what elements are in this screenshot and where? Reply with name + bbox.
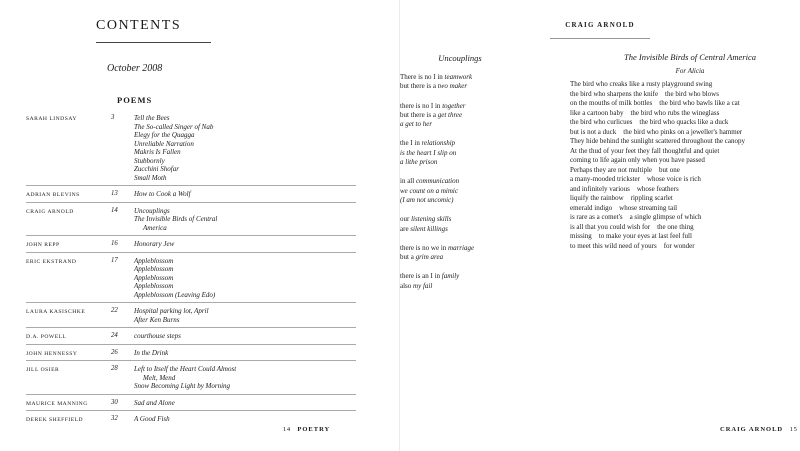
toc-poem-title: America <box>143 223 167 232</box>
toc-poem-title: Small Moth <box>134 173 167 182</box>
line-plain: our <box>400 215 412 224</box>
toc-author: LAURA KASISCHKE <box>26 309 86 315</box>
poem-line <box>400 102 520 111</box>
toc-poem-title: The So-called Singer of Nab <box>134 122 214 131</box>
toc-divider <box>26 202 356 203</box>
stanza <box>400 177 520 205</box>
poem-line: The bird who creaks like a rusty playground swing <box>570 80 713 88</box>
poem-line: Perhaps they are not multiple but one <box>570 165 680 174</box>
toc-titles <box>134 190 356 199</box>
line-italic: listening skills <box>411 215 452 224</box>
toc-author: ERIC EKSTRAND <box>26 258 77 265</box>
toc-page-number: 13 <box>111 190 118 197</box>
right-page-number: 15 <box>789 426 798 433</box>
toc-divider <box>26 360 356 361</box>
poem-line: on the mouths of milk bottles the bird who bawls like a cat <box>570 99 740 107</box>
right-folio <box>720 426 798 433</box>
toc-divider <box>26 185 356 186</box>
toc-page-number: 17 <box>111 256 118 264</box>
running-head: CRAIG ARNOLD <box>565 21 635 29</box>
issue-date: October 2008 <box>107 63 163 74</box>
toc-divider <box>26 344 356 345</box>
line-plain: there is an I in <box>400 272 442 281</box>
toc-entry <box>26 332 356 341</box>
poem-line <box>400 82 520 91</box>
toc-author: CRAIG ARNOLD <box>26 208 74 215</box>
toc-author: SARAH LINDSAY <box>26 116 77 122</box>
author-name-folio: CRAIG ARNOLD <box>720 426 784 433</box>
line-italic: family <box>441 272 460 281</box>
line-italic: a get to her <box>400 120 433 129</box>
poem-line <box>400 158 520 167</box>
poem-line: the bird who sharpens the knife the bird who blows <box>570 89 719 98</box>
toc-titles <box>134 349 356 358</box>
toc-titles <box>134 114 356 182</box>
poem-line: missing to make your eyes at last feel full <box>570 232 692 240</box>
line-italic: (I am not uncomic) <box>400 195 454 204</box>
toc-author: MAURICE MANNING <box>26 400 88 407</box>
poem-line <box>400 73 520 82</box>
poem-line: At the thud of your feet they fall thoughtful and quiet <box>570 146 720 155</box>
toc-author: JILL OSIER <box>26 367 60 373</box>
title-rule <box>96 42 211 43</box>
toc-poem-title: Appleblossom <box>134 273 174 282</box>
toc-poem-title: The Invisible Birds of Central <box>134 215 218 223</box>
toc-page-number: 30 <box>111 398 118 406</box>
toc-page-number: 24 <box>111 332 118 339</box>
line-plain: but there is a <box>400 110 438 119</box>
line-italic: a lithe prison <box>400 158 438 167</box>
line-italic: two maker <box>437 82 468 91</box>
poem-line <box>400 215 520 224</box>
toc-titles <box>134 207 356 233</box>
line-italic: marriage <box>448 243 475 252</box>
toc-poem-title: Elegy for the Quagga <box>134 131 195 139</box>
toc-poem-title: Tell the Bees <box>134 114 170 122</box>
poem-line <box>400 282 520 291</box>
magazine-name: POETRY <box>297 426 331 433</box>
line-plain: There is no I in <box>400 73 445 81</box>
line-plain: in all <box>400 177 416 186</box>
toc-page-number: 3 <box>111 114 115 121</box>
toc-poem-title: In the Drink <box>134 348 169 357</box>
line-plain: are <box>400 224 411 233</box>
line-italic: get three <box>437 110 463 119</box>
toc-divider <box>26 252 356 253</box>
line-italic: we count on a mimic <box>400 186 458 195</box>
toc-page-number: 26 <box>111 348 118 356</box>
toc-entry <box>26 190 356 199</box>
running-head-rule <box>550 38 650 39</box>
toc-author: ADRIAN BLEVINS <box>26 192 80 198</box>
poem-line: coming to life again only when you have passed <box>570 156 705 164</box>
toc-poem-title: courthouse steps <box>134 332 181 340</box>
poem-line: but is not a duck the bird who pinks on a jeweller's hammer <box>570 127 743 136</box>
poem-line <box>400 196 520 205</box>
toc-divider <box>26 410 356 411</box>
toc-titles <box>134 365 356 391</box>
toc-entry <box>26 415 356 424</box>
poem-line: is rare as a comet's a single glimpse of which <box>570 213 702 221</box>
toc-page-number: 28 <box>111 365 118 372</box>
toc-page-number: 22 <box>111 307 118 314</box>
poem-line <box>400 253 520 262</box>
toc-entry <box>26 257 356 300</box>
line-plain: there is no we in <box>400 243 449 252</box>
toc-page-number: 14 <box>111 206 118 214</box>
toc-poem-title: Makris Is Fallen <box>134 148 181 156</box>
left-page-number: 14 <box>283 426 291 433</box>
right-page <box>400 0 800 451</box>
toc-poem-title: Sad and Alone <box>134 398 175 407</box>
toc-poem-title: Melt, Mend <box>143 373 176 382</box>
poem-line <box>400 177 520 186</box>
toc-entry <box>26 365 356 391</box>
toc-poem-title: Hospital parking lot, April <box>134 307 209 315</box>
line-italic: my fail <box>413 281 433 290</box>
toc-poem-title: Appleblossom (Leaving Edo) <box>134 290 216 299</box>
toc-titles <box>134 332 356 341</box>
toc-divider <box>26 327 356 328</box>
table-of-contents <box>26 114 356 424</box>
line-plain: there is no I in <box>400 101 443 110</box>
line-italic: together <box>442 101 466 110</box>
poem-dedication: For Alicia <box>675 67 705 75</box>
line-italic: teamwork <box>444 73 473 81</box>
toc-entry <box>26 349 356 358</box>
toc-poem-title: Snow Becoming Light by Morning <box>134 382 231 390</box>
toc-poem-title: Zucchini Shofar <box>134 165 179 173</box>
stanza <box>400 73 520 92</box>
poem-title-invisible-birds: The Invisible Birds of Central America <box>624 52 756 62</box>
stanza <box>400 244 520 263</box>
poem-invisible-birds <box>570 80 800 251</box>
toc-titles <box>134 240 356 249</box>
poem-uncouplings <box>400 73 520 301</box>
toc-page-number: 32 <box>111 415 118 422</box>
toc-entry <box>26 207 356 233</box>
line-plain: the I in <box>400 139 422 148</box>
toc-poem-title: Appleblossom <box>134 282 174 290</box>
toc-poem-title: After Ken Burns <box>134 315 180 324</box>
poem-line: is all that you could wish for the one thing <box>570 222 694 231</box>
stanza <box>400 272 520 291</box>
stanza <box>400 215 520 234</box>
poem-line: the bird who curlicues the bird who quacks like a duck <box>570 118 729 126</box>
line-plain: but there is a <box>400 82 438 91</box>
poem-line <box>400 139 520 148</box>
toc-author: JOHN HENNESSY <box>26 350 78 357</box>
left-folio <box>283 426 330 433</box>
toc-poem-title: Stubbornly <box>134 156 165 165</box>
toc-author: D.A. POWELL <box>26 334 67 340</box>
line-italic: is the heart I slip on <box>400 148 457 157</box>
section-heading: POEMS <box>117 95 153 105</box>
toc-poem-title: Left to Itself the Heart Could Almost <box>134 365 237 373</box>
poem-line: to meet this wild need of yours for wonder <box>570 241 695 250</box>
toc-author: JOHN REPP <box>26 242 60 248</box>
poem-line <box>400 111 520 120</box>
toc-poem-title: Honorary Jew <box>134 240 175 248</box>
toc-poem-title: Appleblossom <box>134 256 174 265</box>
toc-divider <box>26 394 356 395</box>
toc-entry <box>26 399 356 408</box>
poem-line: liquify the rainbow rippling scarlet <box>570 194 673 202</box>
toc-entry <box>26 240 356 249</box>
poem-line: They hide behind the sunlight scattered throughout the canopy <box>570 137 745 145</box>
poem-line: and infinitely various whose feathers <box>570 184 679 193</box>
toc-titles <box>134 399 356 408</box>
toc-entry <box>26 114 356 182</box>
toc-titles <box>134 257 356 300</box>
line-italic: relationship <box>421 139 456 148</box>
line-italic: grim area <box>415 253 444 262</box>
poem-line: like a cartoon baby the bird who rubs the wineglass <box>570 108 720 117</box>
contents-title: CONTENTS <box>96 18 182 33</box>
line-italic: silent killings <box>410 224 448 233</box>
toc-titles <box>134 307 356 324</box>
poem-title-uncouplings: Uncouplings <box>438 53 482 63</box>
poem-line <box>400 225 520 234</box>
poem-line <box>400 272 520 281</box>
line-plain: but a <box>400 253 416 262</box>
poem-line: emerald indigo whose streaming tail <box>570 203 678 212</box>
toc-poem-title: Appleblossom <box>134 265 174 273</box>
toc-poem-title: How to Cook a Wolf <box>134 190 191 198</box>
poem-line <box>400 187 520 196</box>
toc-divider <box>26 302 356 303</box>
toc-page-number: 16 <box>111 240 118 247</box>
toc-divider <box>26 235 356 236</box>
poem-line <box>400 149 520 158</box>
toc-poem-title: Unreliable Narration <box>134 139 194 148</box>
line-plain: also <box>400 281 414 290</box>
stanza <box>400 102 520 130</box>
stanza <box>400 139 520 167</box>
poem-line <box>400 244 520 253</box>
toc-author: DEREK SHEFFIELD <box>26 417 84 423</box>
toc-poem-title: Uncouplings <box>134 206 170 215</box>
toc-poem-title: A Good Fish <box>134 415 170 423</box>
poem-line: a many-mooded trickster whose voice is rich <box>570 175 701 183</box>
toc-titles <box>134 415 356 424</box>
poem-line <box>400 120 520 129</box>
line-italic: communication <box>415 177 460 186</box>
toc-entry <box>26 307 356 324</box>
